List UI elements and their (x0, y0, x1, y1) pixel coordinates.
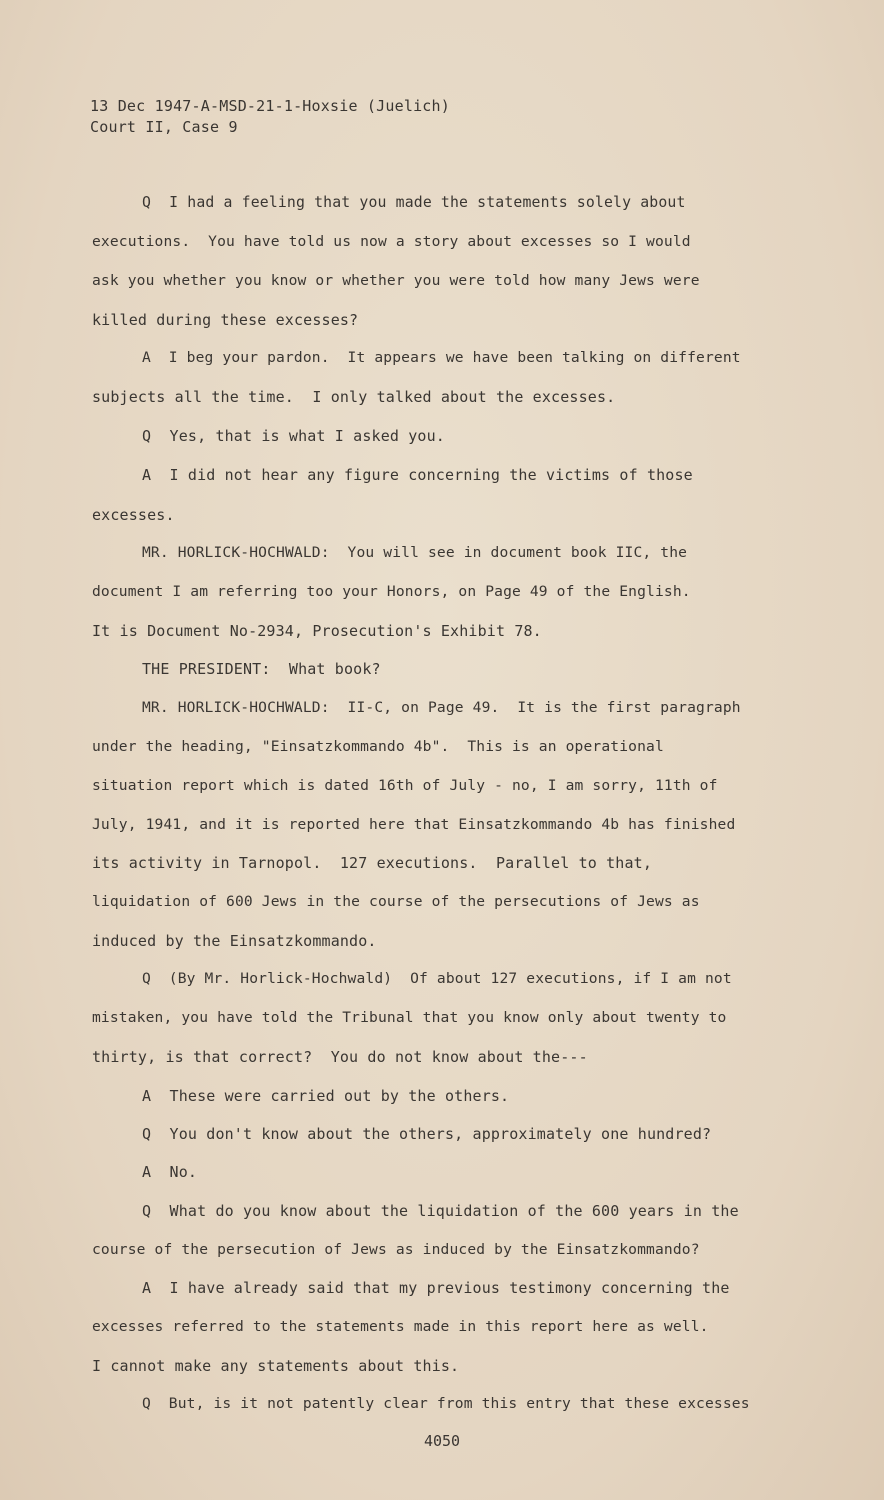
transcript-line-18: its activity in Tarnopol. 127 executions. Parallel to that, (92, 854, 653, 872)
transcript-line-22: mistaken, you have told the Tribunal that you know only about twenty to (92, 1009, 727, 1026)
transcript-line-25: Q You don't know about the others, approximately one hundred? (142, 1125, 712, 1143)
transcript-line-7: Q Yes, that is what I asked you. (142, 427, 445, 445)
transcript-line-30: excesses referred to the statements made in this report here as well. (92, 1318, 709, 1335)
transcript-line-2: executions. You have told us now a story about excesses so I would (92, 233, 691, 250)
header-reference: 13 Dec 1947-A-MSD-21-1-Hoxsie (Juelich) (90, 97, 450, 115)
transcript-line-8: A I did not hear any figure concerning the victims of those (142, 466, 693, 484)
transcript-line-29: A I have already said that my previous testimony concerning the (142, 1279, 730, 1297)
transcript-line-6: subjects all the time. I only talked about the excesses. (92, 388, 616, 406)
transcript-line-5: A I beg your pardon. It appears we have been talking on different (142, 349, 741, 366)
page-number: 4050 (423, 1432, 461, 1450)
transcript-line-4: killed during these excesses? (92, 311, 359, 329)
transcript-line-13: THE PRESIDENT: What book? (142, 660, 381, 678)
transcript-line-23: thirty, is that correct? You do not know about the--- (92, 1048, 588, 1066)
transcript-line-32: Q But, is it not patently clear from this entry that these excesses (142, 1395, 750, 1412)
transcript-line-3: ask you whether you know or whether you were told how many Jews were (92, 272, 700, 289)
transcript-line-9: excesses. (92, 506, 175, 524)
transcript-line-12: It is Document No-2934, Prosecution's Exhibit 78. (92, 622, 542, 640)
header-court-case: Court II, Case 9 (90, 118, 238, 136)
transcript-line-20: induced by the Einsatzkommando. (92, 932, 377, 950)
transcript-line-21: Q (By Mr. Horlick-Hochwald) Of about 127 executions, if I am not (142, 970, 732, 987)
transcript-line-19: liquidation of 600 Jews in the course of the persecutions of Jews as (92, 893, 700, 910)
transcript-line-31: I cannot make any statements about this. (92, 1357, 460, 1375)
document-header (90, 96, 450, 138)
transcript-line-1: Q I had a feeling that you made the statements solely about (142, 194, 686, 211)
transcript-line-26: A No. (142, 1163, 198, 1181)
transcript-line-24: A These were carried out by the others. (142, 1087, 510, 1105)
transcript-line-15: under the heading, "Einsatzkommando 4b". This is an operational (92, 738, 664, 755)
transcript-line-11: document I am referring too your Honors, on Page 49 of the English. (92, 583, 691, 600)
transcript-line-28: course of the persecution of Jews as induced by the Einsatzkommando? (92, 1241, 700, 1258)
transcript-line-10: MR. HORLICK-HOCHWALD: You will see in document book IIC, the (142, 544, 688, 561)
transcript-line-16: situation report which is dated 16th of July - no, I am sorry, 11th of (92, 777, 718, 794)
transcript-line-27: Q What do you know about the liquidation of the 600 years in the (142, 1202, 739, 1220)
transcript-line-17: July, 1941, and it is reported here that Einsatzkommando 4b has finished (92, 816, 736, 833)
transcript-line-14: MR. HORLICK-HOCHWALD: II-C, on Page 49. It is the first paragraph (142, 699, 741, 716)
